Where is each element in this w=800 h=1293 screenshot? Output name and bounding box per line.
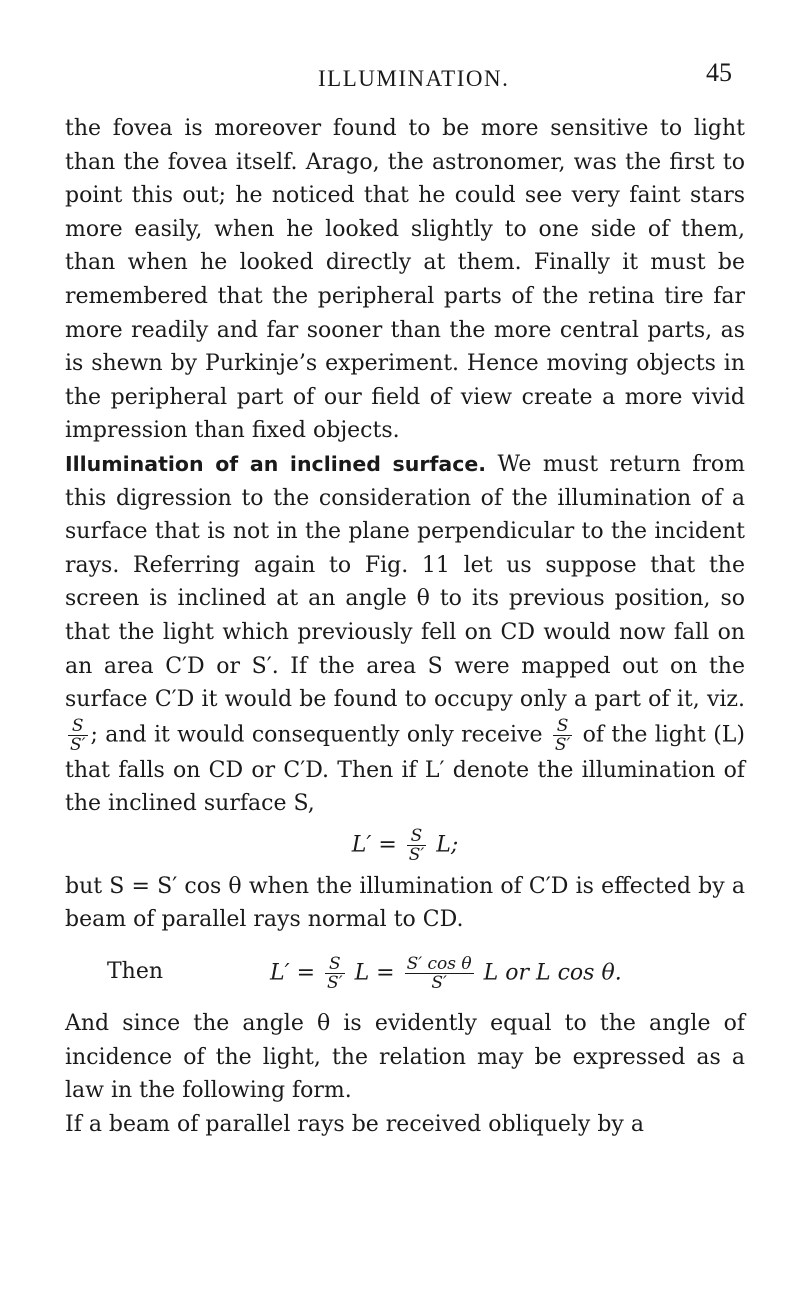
eq1-fraction [407,827,427,864]
fraction-denominator: S′ [554,734,571,755]
fraction-denominator: S′ [70,734,86,755]
eq2-equals-2: = [376,960,395,986]
paragraph-law: And since the angle θ is evidently equal to the angle of incidence of the light, the relation may be expressed as a law in the following form. [65,1011,745,1104]
paragraph-fovea: the fovea is moreover found to be more sensitive to light than the fovea itself. Arago, the astronomer, was the first to point this out; he noticed that he could see very faint stars more easily, when he looked slightly to one side of them, than when he looked directly at them. Finally it must be remembered that the peripheral parts of the retina tire far more readily and far sooner than the more central parts, as is shewn by Purkinje’s experiment. Hence moving objects in the peripheral part of our field of view create a more vivid impression than fixed objects. [65,116,745,444]
eq2-f1-denominator: S′ [327,973,343,994]
section-text-c: of the light (L) that falls on CD or C′D. Then if L′ denote the illumination of the inclined surface S, [65,722,745,817]
section-text-a: We must return from this digression to the consideration of the illumination of a surface that is not in the plane perpendicular to the incident rays. Referring again to Fig. 11 let us suppose that the screen is inclined at an angle θ to its previous position, so that the light which previously fell on CD would now fall on an area C′D or S′. If the area S were mapped out on the surface C′D it would be found to occupy only a part of it, viz. [65,451,746,713]
eq1-numerator: S [407,827,427,846]
paragraph-cos-relation: but S = S′ cos θ when the illumination of C′D is effected by a beam of parallel rays normal to CD. [65,873,745,933]
eq2-f1-numerator: S [325,955,345,974]
eq2-fraction-2 [405,955,474,992]
eq2-tail: L or L cos θ. [483,960,622,986]
eq2-fraction-1 [325,955,345,992]
equation-1 [65,827,745,864]
page-number: 45 [706,58,732,87]
paragraph-inclined-surface [65,448,745,821]
fraction-numerator: S [553,717,573,736]
eq1-denominator: S′ [408,844,425,865]
equation-2 [65,937,745,1007]
eq1-lhs: L′ [351,832,372,858]
eq2-then-label: Then [107,959,164,985]
section-heading: Illumination of an inclined surface. [65,451,487,476]
eq2-lhs: L′ [270,960,290,986]
eq1-equals: = [378,832,397,858]
running-head: ILLUMINATION. [318,66,510,91]
paragraph-oblique: If a beam of parallel rays be received obliquely by a [65,1111,644,1137]
eq2-f2-numerator: S′ cos θ [406,954,472,975]
eq2-body [270,955,622,992]
eq2-equals-1: = [296,960,316,986]
eq2-L: L [354,960,370,986]
fraction-s-over-s-prime-2 [553,717,573,754]
eq2-f2-denominator: S′ [431,973,447,994]
body-text [65,112,745,1141]
fraction-s-over-s-prime [68,717,88,754]
section-text-b: ; and it would consequently only receive [90,722,550,748]
eq1-rhs: L; [436,832,459,858]
fraction-numerator: S [68,717,88,736]
page-header [0,58,800,106]
